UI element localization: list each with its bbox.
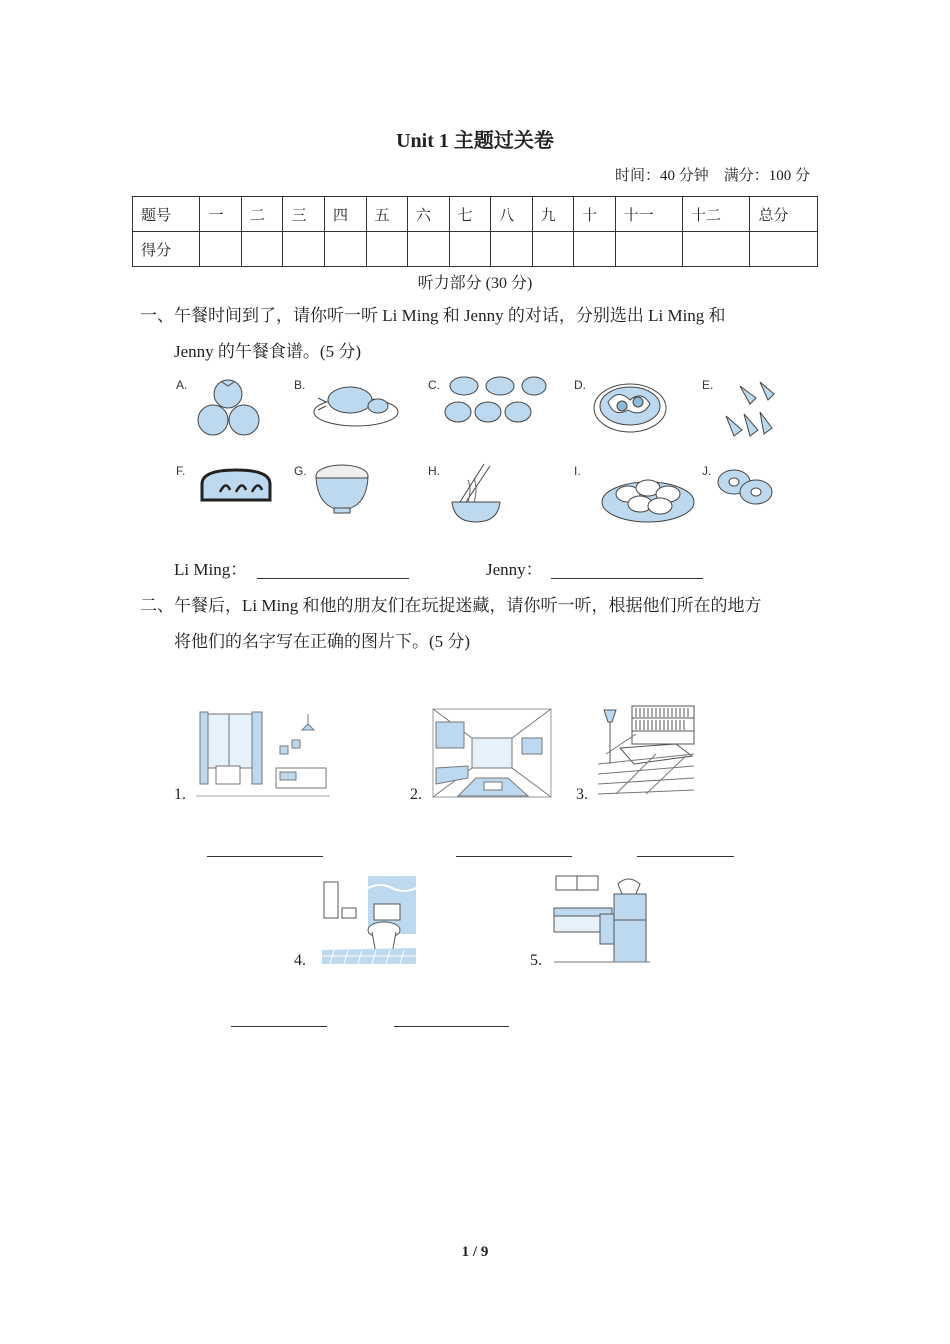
answer-blank-3[interactable]: [637, 856, 734, 857]
picture-number-1: 1.: [174, 786, 186, 803]
option-label-a: A.: [176, 378, 188, 392]
table-cell: 二: [241, 197, 283, 232]
option-label-i: I.: [574, 464, 581, 478]
q2-prompt-line2: 将他们的名字写在正确的图片下。(5 分): [174, 632, 471, 651]
option-label-f: F.: [176, 464, 186, 478]
picture-number-5: 5.: [530, 952, 542, 969]
option-label-j: J.: [702, 464, 712, 478]
picture-number-3: 3.: [576, 786, 588, 803]
table-cell: 四: [324, 197, 366, 232]
option-label-g: G.: [294, 464, 307, 478]
table-cell: 五: [366, 197, 408, 232]
answer-blank-1[interactable]: [207, 856, 323, 857]
table-cell: 十: [574, 197, 616, 232]
answer-blank-liming[interactable]: [257, 578, 409, 579]
time-score-info: 时间：40 分钟 满分：100 分: [614, 168, 810, 184]
option-label-b: B.: [294, 378, 306, 392]
score-table-score-row: [133, 232, 818, 267]
answer-label-jenny: Jenny：: [486, 560, 543, 579]
donuts-icon: [714, 466, 776, 508]
score-cell[interactable]: [574, 232, 616, 267]
score-cell[interactable]: [449, 232, 491, 267]
q2-prompt-line1: 二、午餐后，Li Ming 和他的朋友们在玩捉迷藏，请你听一听，根据他们所在的地方: [140, 596, 762, 615]
answer-blank-jenny[interactable]: [551, 578, 703, 579]
answer-label-liming: Li Ming：: [174, 560, 248, 579]
answer-blank-2[interactable]: [456, 856, 572, 857]
noodles-icon: [448, 460, 504, 528]
bedroom-picture: [196, 710, 330, 800]
living-room-picture: [432, 708, 552, 798]
score-cell[interactable]: [366, 232, 408, 267]
table-cell: 六: [408, 197, 450, 232]
bathroom-picture: [320, 874, 418, 966]
score-cell[interactable]: [615, 232, 682, 267]
option-label-h: H.: [428, 464, 440, 478]
table-cell: 十一: [615, 197, 682, 232]
table-cell: 三: [283, 197, 325, 232]
table-cell: 一: [200, 197, 242, 232]
carrots-icon: [720, 376, 780, 442]
option-label-d: D.: [574, 378, 586, 392]
table-cell: 得分: [133, 232, 200, 267]
dumplings-plate-icon: [600, 468, 696, 524]
kitchen-picture: [552, 874, 652, 966]
score-cell[interactable]: [283, 232, 325, 267]
score-cell[interactable]: [408, 232, 450, 267]
score-table: [132, 196, 818, 267]
option-label-c: C.: [428, 378, 440, 392]
table-cell: 七: [449, 197, 491, 232]
score-cell[interactable]: [324, 232, 366, 267]
table-cell: 总分: [750, 197, 818, 232]
study-picture: [596, 704, 696, 796]
page-number: 1 / 9: [461, 1244, 489, 1260]
q1-prompt-line1: 一、午餐时间到了，请你听一听 Li Ming 和 Jenny 的对话，分别选出 Li Ming 和: [140, 306, 726, 325]
table-cell: 十二: [683, 197, 750, 232]
score-table-header-row: [133, 197, 818, 232]
table-cell: 题号: [133, 197, 200, 232]
table-cell: 九: [532, 197, 574, 232]
page-title: Unit 1 主题过关卷: [396, 130, 554, 152]
answer-blank-4[interactable]: [231, 1026, 327, 1027]
score-cell[interactable]: [241, 232, 283, 267]
table-cell: 八: [491, 197, 533, 232]
fried-eggs-icon: [592, 376, 668, 434]
score-cell[interactable]: [200, 232, 242, 267]
score-cell[interactable]: [750, 232, 818, 267]
section-title: 听力部分 (30 分): [417, 275, 533, 292]
dumplings-icon: [444, 376, 548, 426]
score-cell[interactable]: [532, 232, 574, 267]
option-label-e: E.: [702, 378, 714, 392]
tomatoes-icon: [192, 374, 264, 440]
score-cell[interactable]: [491, 232, 533, 267]
bread-icon: [198, 466, 274, 504]
answer-blank-5[interactable]: [394, 1026, 509, 1027]
picture-number-4: 4.: [294, 952, 306, 969]
score-cell[interactable]: [683, 232, 750, 267]
q1-prompt-line2: Jenny 的午餐食谱。(5 分): [174, 342, 361, 361]
roast-chicken-icon: [312, 380, 400, 428]
rice-bowl-icon: [312, 460, 372, 516]
picture-number-2: 2.: [410, 786, 422, 803]
